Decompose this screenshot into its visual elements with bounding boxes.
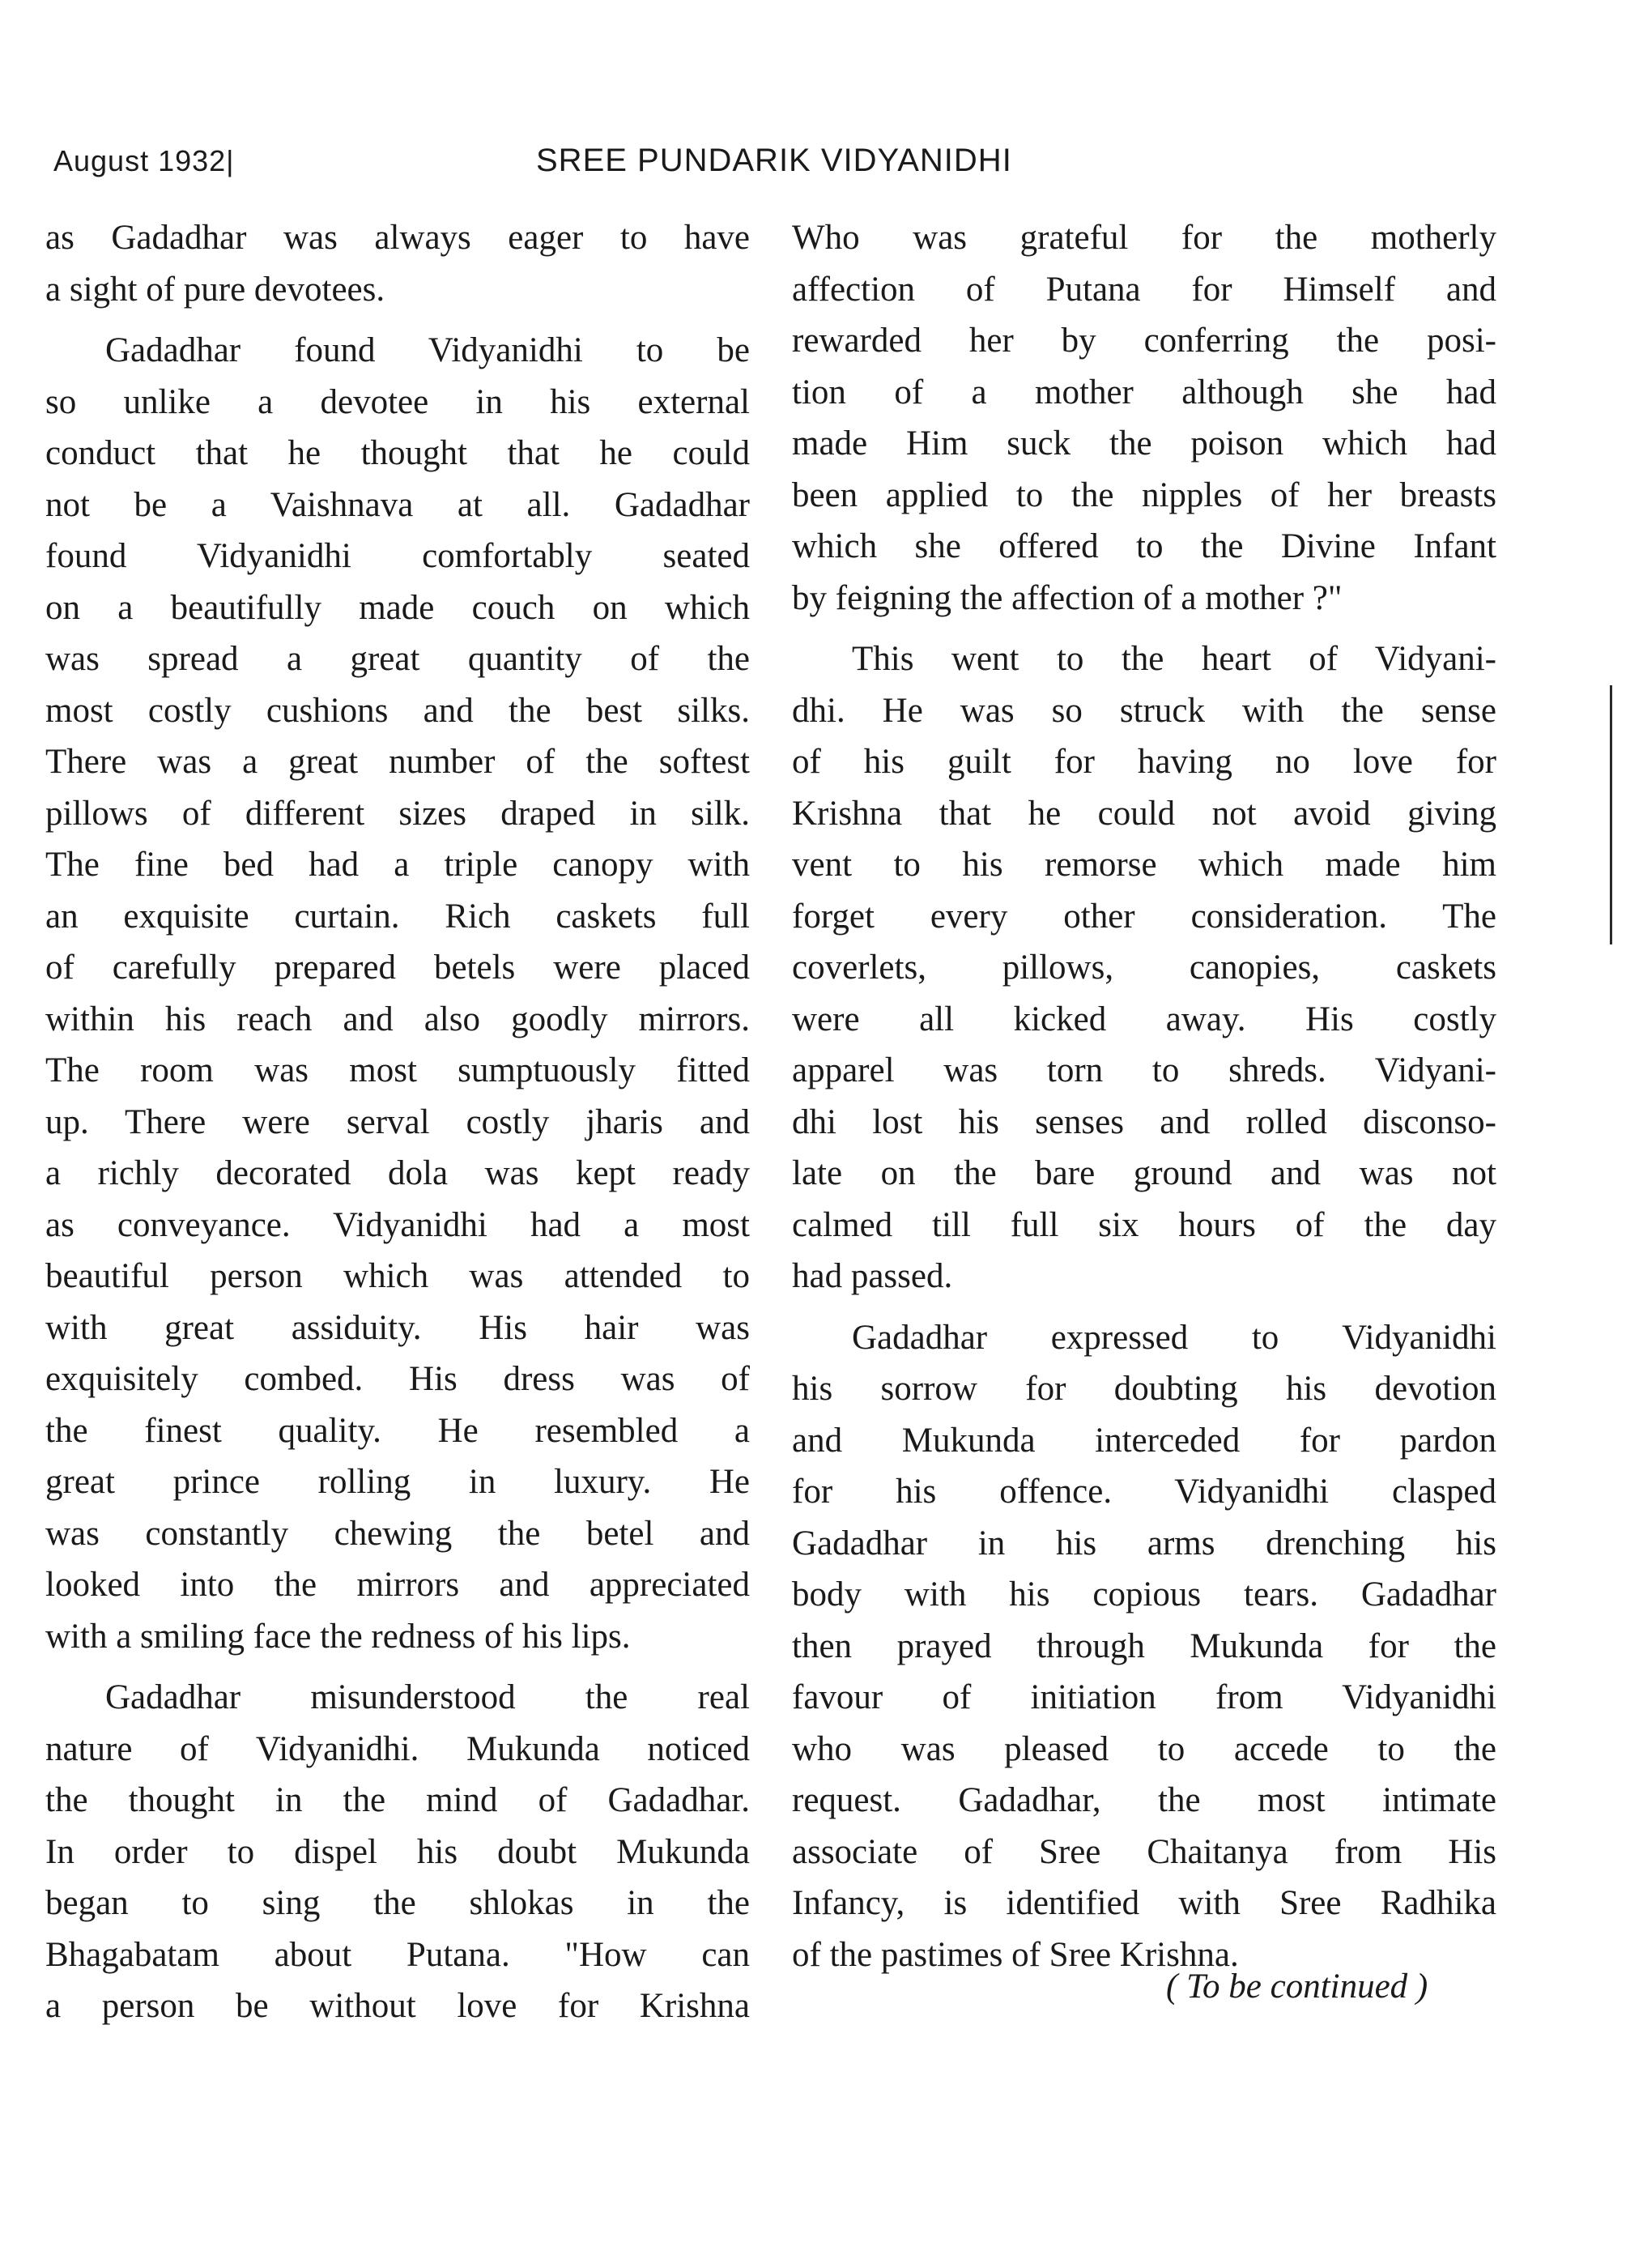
text-line: as conveyance. Vidyanidhi had a most — [45, 1205, 750, 1244]
text-line: the finest quality. He resembled a — [45, 1411, 750, 1450]
text-line: been applied to the nipples of her breasts — [792, 475, 1496, 514]
text-line: calmed till full six hours of the day — [792, 1205, 1496, 1244]
text-line: found Vidyanidhi comfortably seated — [45, 537, 750, 575]
text-line: apparel was torn to shreds. Vidyani- — [792, 1051, 1496, 1089]
text-line: great prince rolling in luxury. He — [45, 1463, 750, 1501]
text-line: his sorrow for doubting his devotion — [792, 1370, 1496, 1408]
text-line: with great assiduity. His hair was — [45, 1308, 750, 1347]
text-line: favour of initiation from Vidyanidhi — [792, 1678, 1496, 1716]
text-line: dhi lost his senses and rolled disconso- — [792, 1102, 1496, 1141]
text-line: was spread a great quantity of the — [45, 640, 750, 678]
text-line: by feigning the affection of a mother ?" — [792, 578, 1343, 617]
text-line: body with his copious tears. Gadadhar — [792, 1575, 1496, 1614]
text-line: pillows of different sizes draped in silk. — [45, 794, 750, 833]
text-line: not be a Vaishnava at all. Gadadhar — [45, 485, 750, 524]
text-line: so unlike a devotee in his external — [45, 382, 750, 421]
text-line: of carefully prepared betels were placed — [45, 949, 750, 987]
text-line: Gadadhar in his arms drenching his — [792, 1524, 1496, 1562]
text-line: up. There were serval costly jharis and — [45, 1102, 750, 1141]
text-line: with a smiling face the redness of his lips. — [45, 1617, 631, 1656]
text-line: a richly decorated dola was kept ready — [45, 1154, 750, 1192]
text-line: vent to his remorse which made him — [792, 846, 1496, 884]
left-column — [45, 212, 750, 2032]
text-line: Who was grateful for the motherly — [792, 219, 1496, 257]
text-line: associate of Sree Chaitanya from His — [792, 1832, 1496, 1871]
text-line: of his guilt for having no love for — [792, 743, 1496, 781]
issue-date: August 1932| — [53, 144, 235, 177]
text-line: The fine bed had a triple canopy with — [45, 846, 750, 884]
paragraph-gap — [45, 315, 750, 325]
text-line: on a beautifully made couch on which — [45, 588, 750, 627]
text-line: nature of Vidyanidhi. Mukunda noticed — [45, 1729, 750, 1768]
to-be-continued-note: ( To be continued ) — [1166, 1967, 1428, 2006]
paragraph-gap — [792, 624, 1496, 633]
text-line: Gadadhar expressed to Vidyanidhi — [852, 1318, 1496, 1357]
text-line: Krishna that he could not avoid giving — [792, 794, 1496, 833]
text-line: forget every other consideration. The — [792, 897, 1496, 936]
text-line: Gadadhar misunderstood the real — [105, 1678, 750, 1716]
text-line: exquisitely combed. His dress was of — [45, 1360, 750, 1398]
text-line: tion of a mother although she had — [792, 373, 1496, 411]
text-line: Bhagabatam about Putana. "How can — [45, 1935, 750, 1974]
text-line: The room was most sumptuously fitted — [45, 1051, 750, 1089]
text-line: for his offence. Vidyanidhi clasped — [792, 1473, 1496, 1511]
text-line: a person be without love for Krishna — [45, 1987, 750, 2025]
text-line: and Mukunda interceded for pardon — [792, 1421, 1496, 1460]
text-line: as Gadadhar was always eager to have — [45, 219, 750, 257]
text-line: an exquisite curtain. Rich caskets full — [45, 897, 750, 936]
text-line: then prayed through Mukunda for the — [792, 1626, 1496, 1665]
text-line: of the pastimes of Sree Krishna. — [792, 1935, 1239, 1974]
text-line: rewarded her by conferring the posi- — [792, 322, 1496, 360]
text-line: within his reach and also goodly mirrors. — [45, 1000, 750, 1038]
margin-rule — [1610, 685, 1612, 944]
text-line: were all kicked away. His costly — [792, 1000, 1496, 1038]
text-line: had passed. — [792, 1257, 953, 1295]
page-title: SREE PUNDARIK VIDYANIDHI — [536, 143, 1012, 178]
text-line: the thought in the mind of Gadadhar. — [45, 1781, 750, 1819]
text-line: a sight of pure devotees. — [45, 270, 385, 309]
paragraph-gap — [792, 1302, 1496, 1312]
text-line: who was pleased to accede to the — [792, 1729, 1496, 1768]
text-line: which she offered to the Divine Infant — [792, 527, 1496, 565]
text-line: Infancy, is identified with Sree Radhika — [792, 1884, 1496, 1922]
right-column — [792, 212, 1496, 1980]
text-line: made Him suck the poison which had — [792, 424, 1496, 463]
paragraph-gap — [45, 1662, 750, 1672]
text-line: affection of Putana for Himself and — [792, 270, 1496, 309]
text-line: This went to the heart of Vidyani- — [852, 640, 1496, 678]
text-line: There was a great number of the softest — [45, 743, 750, 781]
text-line: request. Gadadhar, the most intimate — [792, 1781, 1496, 1819]
text-line: was constantly chewing the betel and — [45, 1514, 750, 1553]
text-line: looked into the mirrors and appreciated — [45, 1566, 750, 1604]
text-line: conduct that he thought that he could — [45, 434, 750, 472]
text-line: coverlets, pillows, canopies, caskets — [792, 949, 1496, 987]
text-line: Gadadhar found Vidyanidhi to be — [105, 331, 750, 369]
text-line: In order to dispel his doubt Mukunda — [45, 1832, 750, 1871]
text-line: beautiful person which was attended to — [45, 1257, 750, 1295]
text-line: late on the bare ground and was not — [792, 1154, 1496, 1192]
text-line: most costly cushions and the best silks. — [45, 691, 750, 730]
text-line: began to sing the shlokas in the — [45, 1884, 750, 1922]
text-line: dhi. He was so struck with the sense — [792, 691, 1496, 730]
